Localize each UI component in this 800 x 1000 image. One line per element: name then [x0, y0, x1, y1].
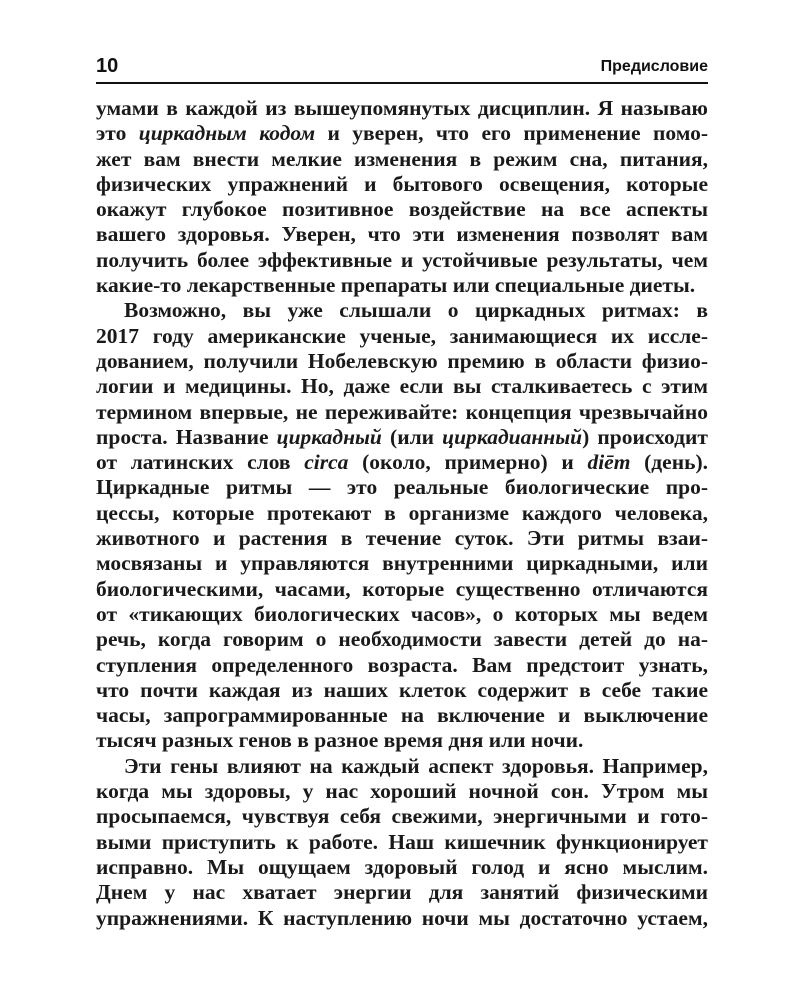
text-line: ступления определенного возраста. Вам предстоит узнать,: [96, 652, 708, 677]
text-line: выми приступить к работе. Наш кишечник функционирует: [96, 829, 708, 854]
text-line: окажут глубокое позитивное воздействие на все аспекты: [96, 197, 708, 222]
text-line: от «тикающих биологических часов», о которых мы ведем: [96, 601, 708, 626]
text-line: дованием, получили Нобелевскую премию в области физио-: [96, 348, 708, 373]
page-number: 10: [96, 55, 119, 77]
text-line: исправно. Мы ощущаем здоровый голод и ясно мыслим.: [96, 854, 708, 879]
text-line: логии и медицины. Но, даже если вы сталкиваетесь с этим: [96, 374, 708, 399]
emphasis: циркадным кодом: [138, 121, 316, 146]
text-line: термином впервые, не переживайте: концепция чрезвычайно: [96, 399, 708, 424]
text-line: от латинских слов circa (около, примерно) и diēm (день).: [96, 450, 709, 475]
emphasis: циркадианный: [442, 424, 583, 449]
text-line: животного и растения в течение суток. Эти ритмы взаи-: [96, 526, 708, 551]
text-line: получить более эффективные и устойчивые результаты, чем: [96, 247, 708, 272]
text-line: какие-то лекарственные препараты или специальные диеты.: [96, 273, 696, 298]
text-line: это циркадным кодом и уверен, что его применение помо-: [96, 121, 708, 146]
text-line: Циркадные ритмы — это реальные биологические про-: [96, 475, 708, 500]
text-line: Днем у нас хватает энергии для занятий физическими: [96, 880, 708, 905]
text-line: биологическими, часами, которые существенно отличаются: [96, 576, 708, 601]
running-title: Предисловие: [600, 58, 708, 75]
text-line: умами в каждой из вышеупомянутых дисциплин. Я называю: [96, 96, 708, 120]
text-line: Эти гены влияют на каждый аспект здоровья. Например,: [124, 753, 708, 778]
text-line: что почти каждая из наших клеток содержит в себе такие: [96, 677, 708, 702]
emphasis: циркадный: [276, 424, 382, 449]
text-line: тысяч разных генов в разное время дня или ночи.: [96, 728, 584, 753]
emphasis: diēm: [587, 450, 631, 475]
text-line: проста. Название циркадный (или циркадианный) происходит: [96, 424, 708, 449]
text-line: жет вам внести мелкие изменения в режим сна, питания,: [96, 146, 708, 171]
text-line: часы, запрограммированные на включение и выключение: [96, 703, 708, 728]
text-line: мосвязаны и управляются внутренними циркадными, или: [96, 551, 708, 576]
text-line: 2017 году американские ученые, занимающиеся их иссле-: [96, 323, 708, 348]
page-header: [96, 54, 708, 84]
text-line: вашего здоровья. Уверен, что эти изменения позволят вам: [96, 222, 708, 247]
text-line: цессы, которые протекают в организме каждого человека,: [96, 500, 708, 525]
text-line: физических упражнений и бытового освещения, которые: [96, 171, 708, 196]
text-line: Возможно, вы уже слышали о циркадных ритмах: в: [124, 298, 708, 323]
text-line: когда мы здоровы, у нас хороший ночной сон. Утром мы: [96, 779, 708, 804]
text-line: упражнениями. К наступлению ночи мы достаточно устаем,: [96, 905, 708, 930]
emphasis: circa: [304, 450, 349, 475]
text-line: речь, когда говорим о необходимости завести детей до на-: [96, 627, 708, 652]
text-line: просыпаемся, чувствуя себя свежими, энергичными и гото-: [96, 804, 708, 829]
body-text: [96, 96, 708, 931]
